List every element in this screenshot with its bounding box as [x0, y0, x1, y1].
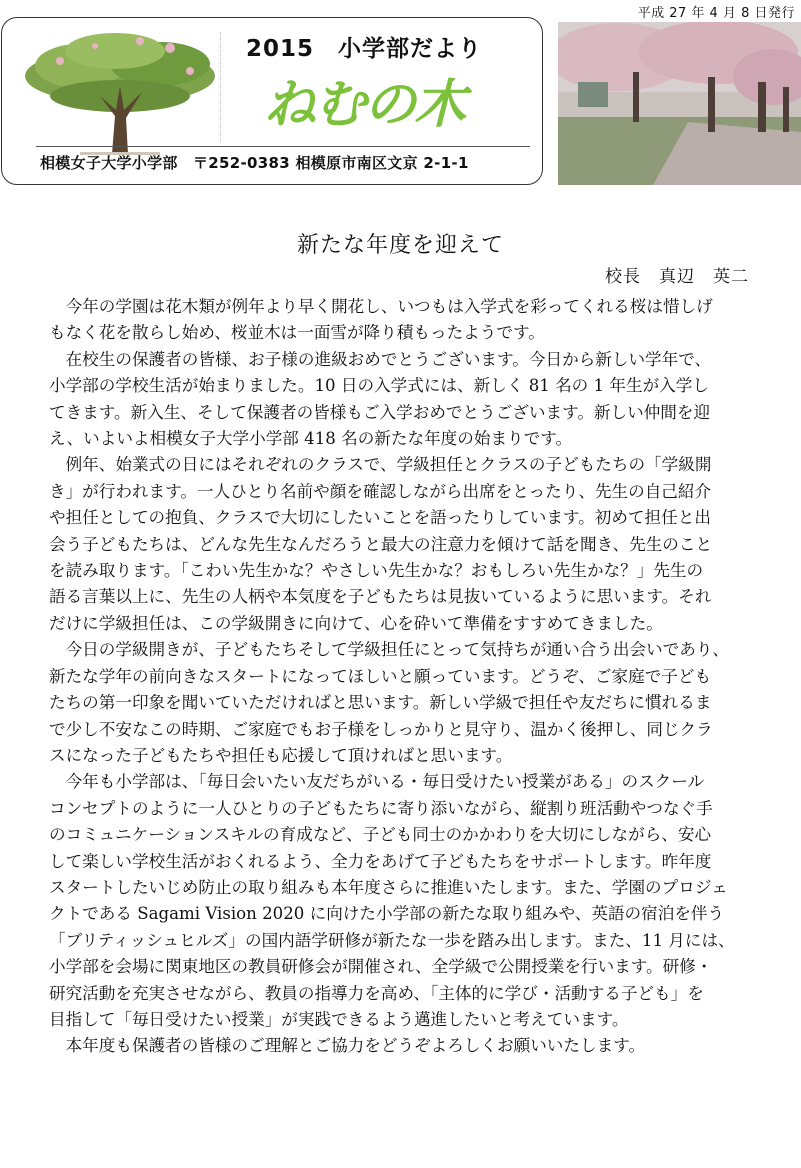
divider-vertical — [220, 32, 221, 142]
article-line: 本年度も保護者の皆様のご理解とご協力をどうぞよろしくお願いいたします。 — [49, 1036, 646, 1056]
divider-horizontal — [36, 146, 530, 147]
article-line: 研究活動を充実させながら、教員の指導力を高め、「主体的に学び・活動する子ども」を — [49, 983, 704, 1003]
article-line: 目指して「毎日受けたい授業」が実践できるよう邁進したいと考えています。 — [49, 1009, 629, 1029]
article-line: たちの第一印象を聞いていただければと思います。新しい学級で担任や友だちに慣れるま — [49, 693, 712, 713]
school-address: 相模女子大学小学部 〒252-0383 相模原市南区文京 2-1-1 — [40, 154, 469, 172]
issue-date: 平成 27 年 4 月 8 日発行 — [637, 6, 795, 21]
article-line: スになった子どもたちや担任も応援して頂ければと思います。 — [49, 745, 513, 765]
article-line: 語る言葉以上に、先生の人柄や本気度を子どもたちは見抜いているように思います。それ — [49, 587, 712, 607]
article-line: 今日の学級開きが、子どもたちそして学級担任にとって気持ちが通い合う出会いであり、 — [49, 640, 730, 660]
article-line: を読み取ります。「こわい先生かな？やさしい先生かな？おもしろい先生かな？」先生の — [49, 561, 704, 581]
article-line: 小学部の学校生活が始まりました。10 日の入学式には、新しく 81 名の 1 年生が入学し — [49, 376, 709, 396]
cherry-blossom-photo — [558, 22, 801, 185]
article-line: 会う子どもたちは、どんな先生なんだろうと最大の注意力を傾けて話を聞き、先生のこと — [49, 534, 713, 554]
newsletter-title: 2015 小学部だより — [246, 36, 483, 62]
article-line: もなく花を散らし始め、桜並木は一面雪が降り積もったようです。 — [49, 323, 545, 343]
article-author: 校長 真辺 英二 — [605, 267, 749, 287]
article-line: クトである Sagami Vision 2020 に向けた小学部の新たな取り組みや、英語の宿泊を伴う — [49, 904, 725, 924]
article-line: 今年も小学部は、「毎日会いたい友だちがいる・毎日受けたい授業がある」のスクール — [49, 772, 705, 792]
article-line: 新たな学年の前向きなスタートになってほしいと願っています。どうぞ、ご家庭で子ども — [49, 666, 712, 686]
masthead — [1, 17, 543, 185]
article-line: スタートしたいじめ防止の取り組みも本年度さらに推進いたします。また、学園のプロジェ — [49, 877, 728, 897]
article-line: え、いよいよ相模女子大学小学部 418 名の新たな年度の始まりです。 — [49, 429, 573, 449]
article-body — [49, 294, 773, 1060]
article-line: 小学部を会場に関東地区の教員研修会が開催され、全学級で公開授業を行います。研修・ — [49, 957, 713, 977]
article-line: で少し不安なこの時期、ご家庭でもお子様をしっかりと見守り、温かく後押し、同じクラ — [49, 719, 713, 739]
article-line: てきます。新入生、そして保護者の皆様もご入学おめでとうございます。新しい仲間を迎 — [49, 402, 711, 422]
newsletter-logo-text: ねむの木 — [264, 74, 465, 135]
article-line: だけに学級担任は、この学級開きに向けて、心を砕いて準備をすすめてきました。 — [49, 613, 663, 633]
article-line: 「ブリティッシュヒルズ」の国内語学研修が新たな一歩を踏み出します。また、11 月には、 — [49, 930, 735, 950]
article-line: 今年の学園は花木類が例年より早く開花し、いつもは入学式を彩ってくれる桜は惜しげ — [49, 297, 713, 316]
article-line: のコミュニケーションスキルの育成など、子ども同士のかかわりを大切にしながら、安心 — [49, 825, 712, 845]
article-line: や担任としての抱負、クラスで大切にしたいことを語ったりしています。初めて担任と出 — [49, 508, 711, 528]
article-line: 例年、始業式の日にはそれぞれのクラスで、学級担任とクラスの子どもたちの「学級開 — [49, 455, 712, 475]
article-line: コンセプトのように一人ひとりの子どもたちに寄り添いながら、縦割り班活動やつなぐ手 — [49, 798, 713, 818]
article-line: 在校生の保護者の皆様、お子様の進級おめでとうございます。今日から新しい学年で、 — [49, 349, 712, 369]
silk-tree-illustration — [20, 26, 220, 156]
article-line: して楽しい学校生活がおくれるよう、全力をあげて子どもたちをサポートします。昨年度 — [49, 851, 712, 871]
article-line: き」が行われます。一人ひとり名前や顔を確認しながら出席をとったり、先生の自己紹介 — [49, 481, 712, 501]
article-title: 新たな年度を迎えて — [296, 233, 504, 258]
